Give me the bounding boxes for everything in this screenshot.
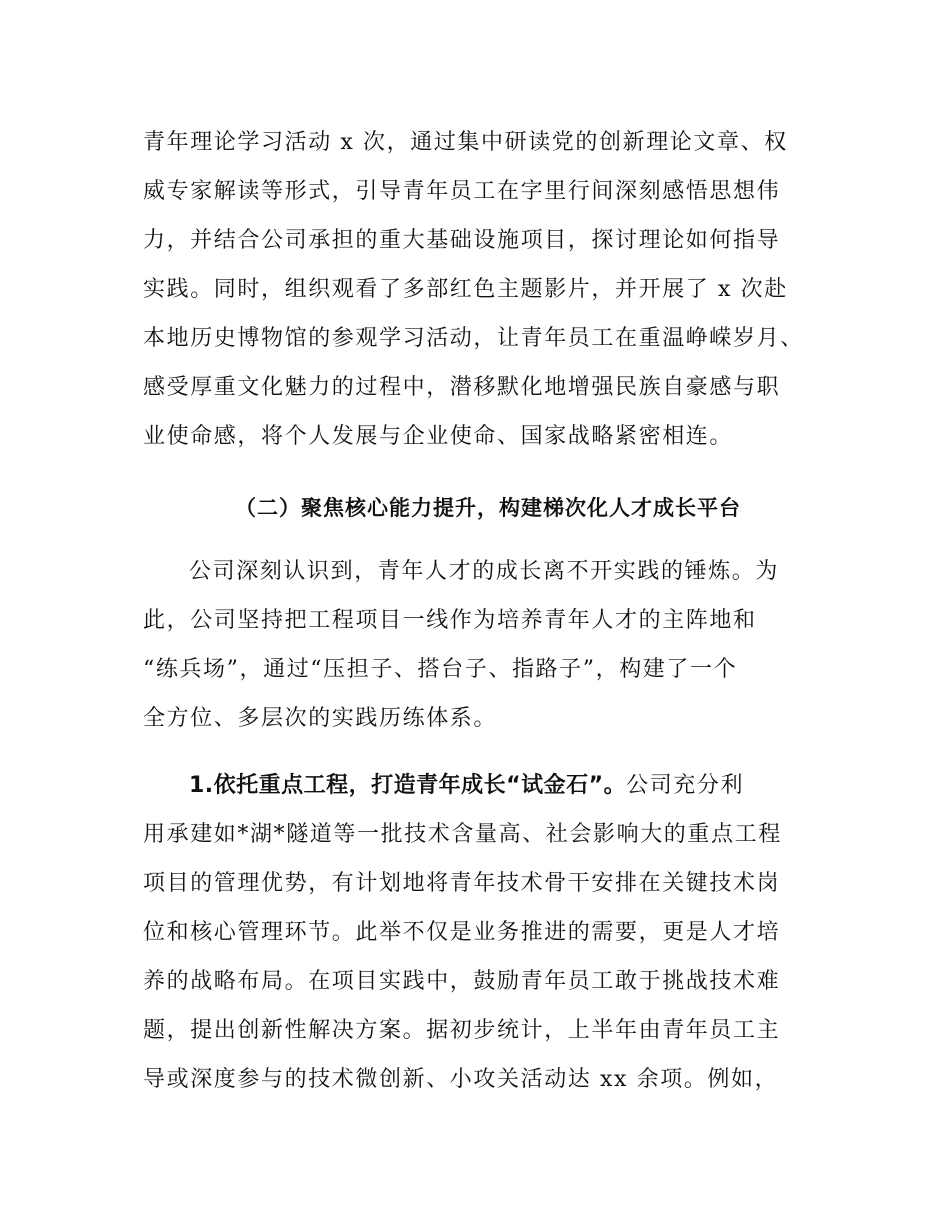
- paragraph-line: 业使命感，将个人发展与企业使命、国家战略紧密相连。: [143, 424, 734, 449]
- paragraph-line: 青年理论学习活动 x 次，通过集中研读党的创新理论文章、权: [143, 130, 788, 155]
- paragraph-line: 实践。同时，组织观看了多部红色主题影片，并开展了 x 次赴: [143, 277, 788, 302]
- paragraph-line: 本地历史博物馆的参观学习活动，让青年员工在重温峥嵘岁月、: [143, 326, 804, 351]
- paragraph-line: 位和核心管理环节。此举不仅是业务推进的需要，更是人才培: [143, 920, 781, 945]
- paragraph-line: 威专家解读等形式，引导青年员工在字里行间深刻感悟思想伟: [143, 179, 781, 204]
- paragraph-theory-study: [143, 118, 833, 461]
- paragraph-line-rest: 公司充分利: [626, 773, 745, 798]
- paragraph-first-line: [143, 761, 833, 810]
- paragraph-practice-platform: [143, 547, 833, 743]
- paragraph-line: 感受厚重文化魅力的过程中，潜移默化地增强民族自豪感与职: [143, 375, 781, 400]
- paragraph-line: 公司深刻认识到，青年人才的成长离不开实践的锤炼。为: [189, 559, 780, 584]
- paragraph-line: 养的战略布局。在项目实践中，鼓励青年员工敢于挑战技术难: [143, 969, 781, 994]
- bold-lead-sentence: 1.依托重点工程，打造青年成长“试金石”。: [189, 773, 627, 798]
- paragraph-line: 全方位、多层次的实践历练体系。: [143, 706, 498, 731]
- paragraph-line: 用承建如*湖*隧道等一批技术含量高、社会影响大的重点工程: [143, 822, 782, 847]
- paragraph-line: 导或深度参与的技术微创新、小攻关活动达 xx 余项。例如，: [143, 1067, 779, 1092]
- paragraph-line: 题，提出创新性解决方案。据初步统计，上半年由青年员工主: [143, 1018, 781, 1043]
- paragraph-line: “练兵场”，通过“压担子、搭台子、指路子”，构建了一个: [143, 657, 738, 682]
- section-heading: （二）聚焦核心能力提升，构建梯次化人才成长平台: [235, 496, 741, 520]
- paragraph-line: 力，并结合公司承担的重大基础设施项目，探讨理论如何指导: [143, 228, 781, 253]
- paragraph-line: 项目的管理优势，有计划地将青年技术骨干安排在关键技术岗: [143, 871, 781, 896]
- paragraph-key-projects: [143, 761, 833, 1104]
- paragraph-line: 此，公司坚持把工程项目一线作为培养青年人才的主阵地和: [143, 608, 757, 633]
